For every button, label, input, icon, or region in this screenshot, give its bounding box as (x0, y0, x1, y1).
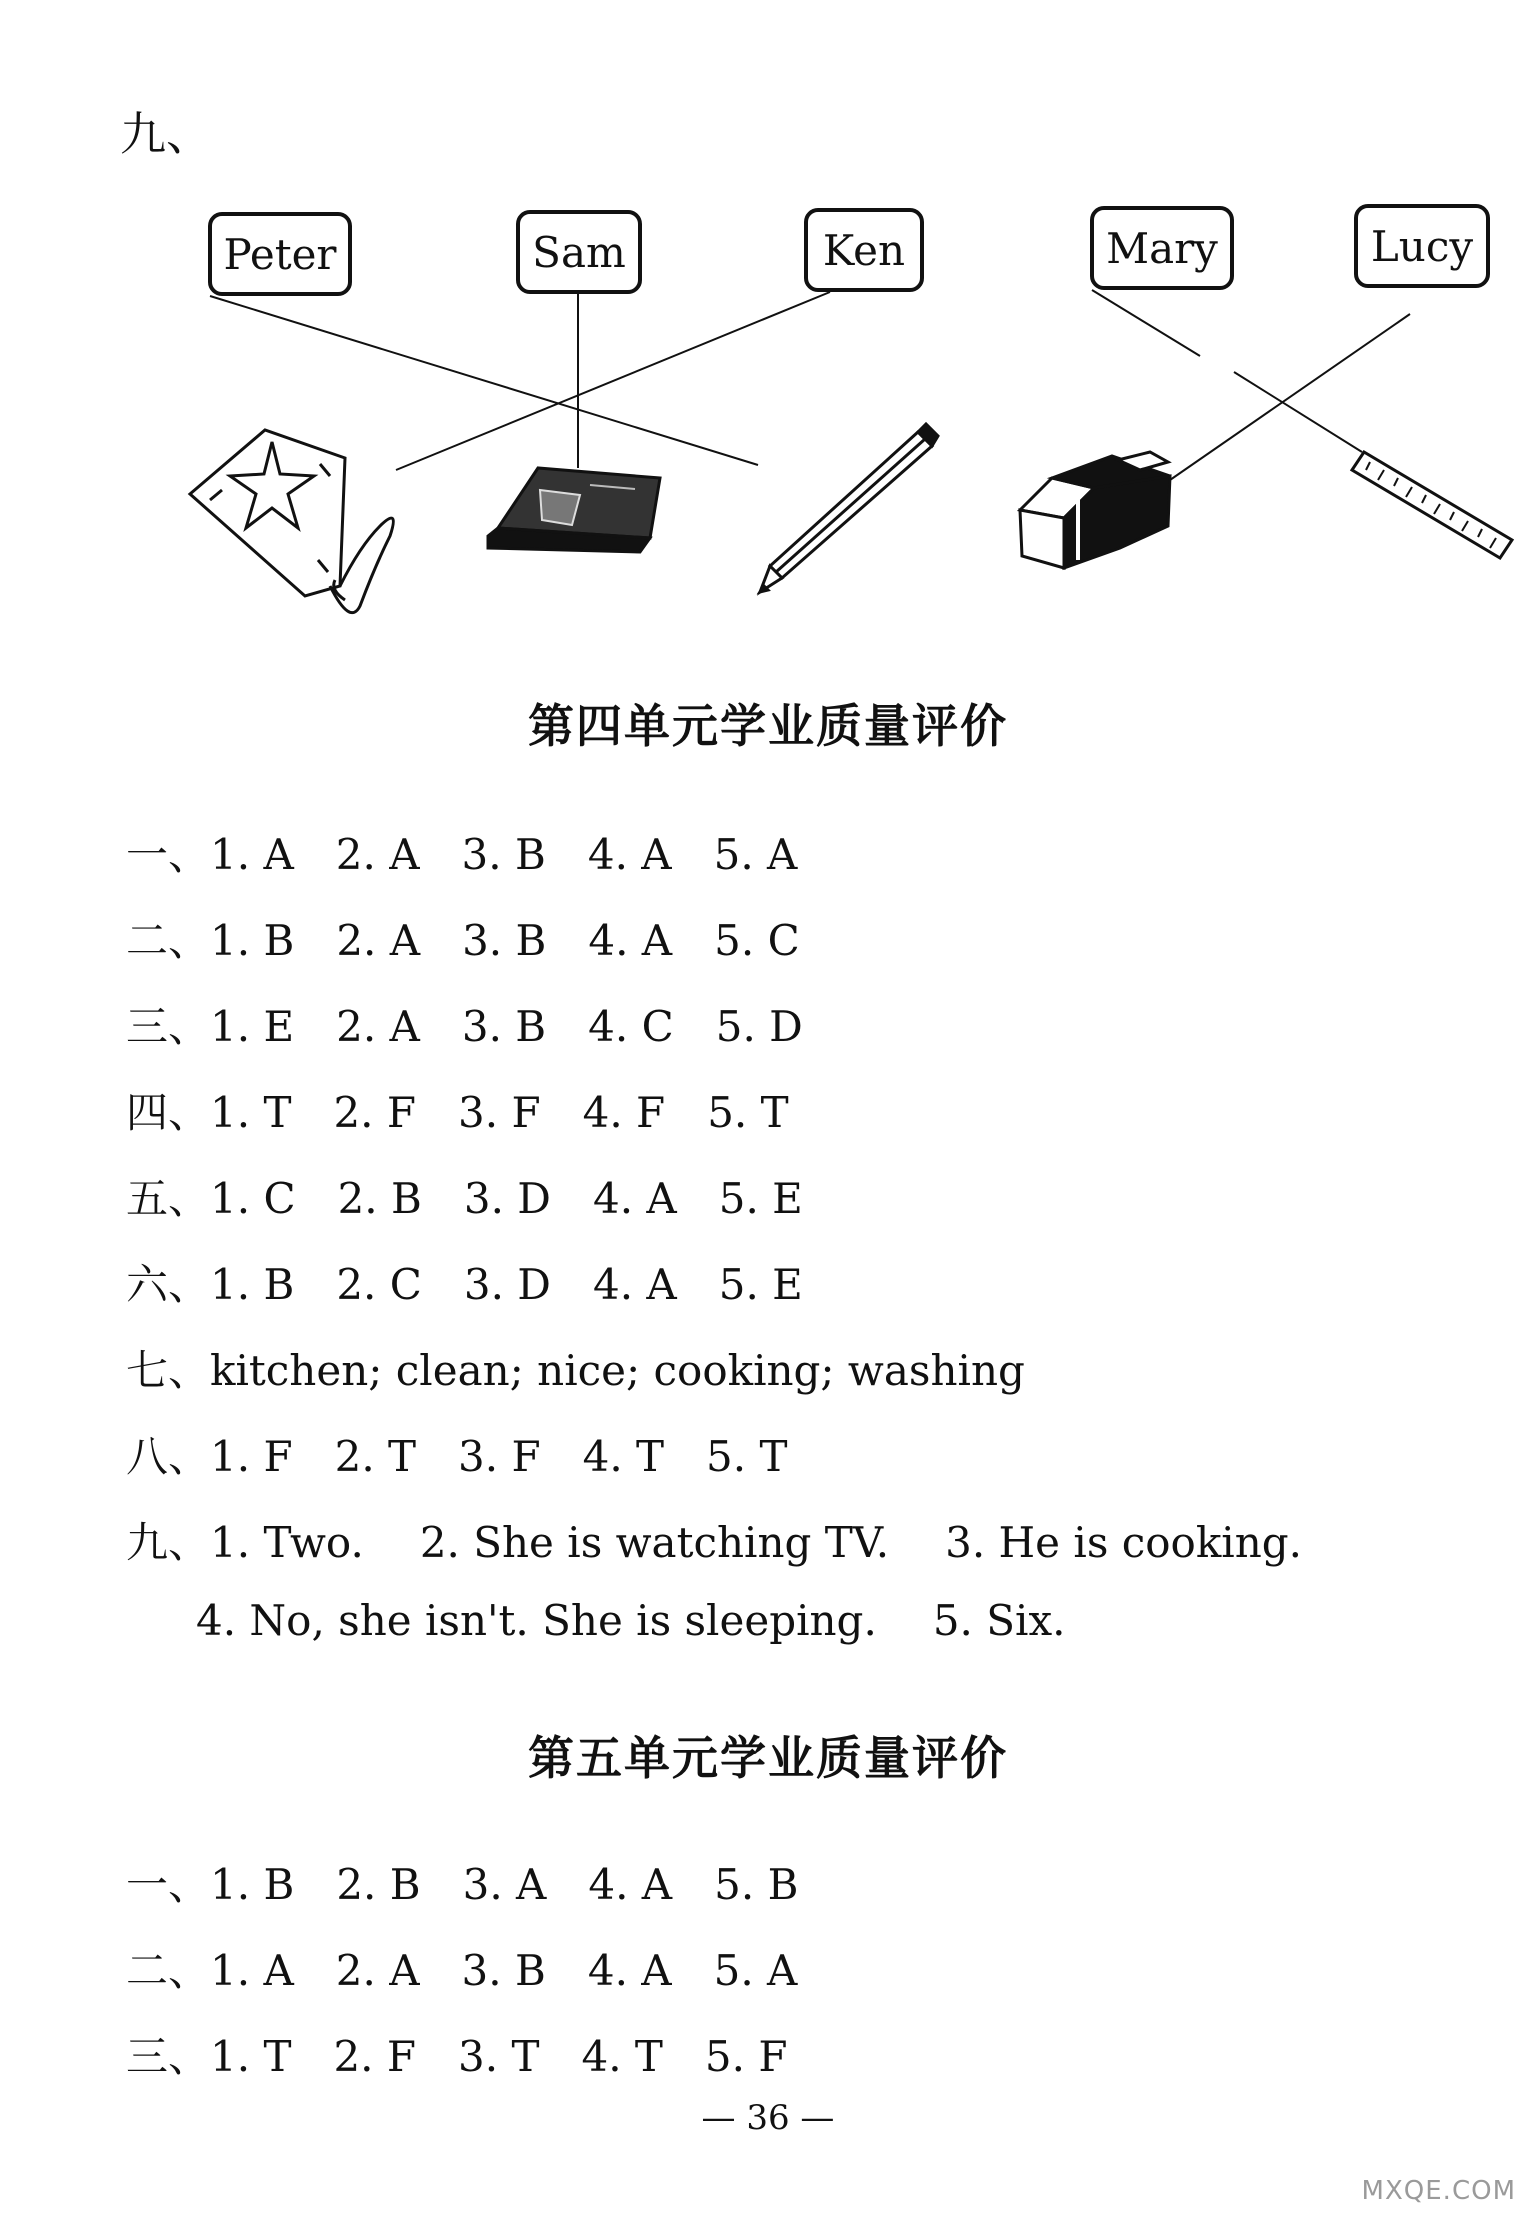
name-box-lucy: Lucy (1354, 204, 1490, 288)
answer-item: 2. She is watching TV. (419, 1518, 890, 1567)
row-number: 八、 (126, 1432, 211, 1481)
answer-item: kitchen; clean; nice; cooking; washing (210, 1346, 1025, 1395)
answer-item: 3. B (462, 916, 547, 965)
unit5-row-3 (126, 2024, 829, 2084)
answer-item: 1. A (210, 830, 294, 879)
answer-item: 2. B (336, 1860, 421, 1909)
answer-item: 1. E (210, 1002, 295, 1051)
answer-item: 5. T (707, 1088, 789, 1137)
row-number: 三、 (126, 1002, 211, 1051)
answer-item: 3. D (463, 1174, 551, 1223)
name-box-mary: Mary (1090, 206, 1234, 290)
answer-item: 1. B (210, 1860, 295, 1909)
name-box-sam: Sam (516, 210, 642, 294)
unit4-row-4 (126, 1080, 831, 1140)
answer-item: 5. A (713, 1946, 798, 1995)
book-icon (488, 468, 660, 552)
answer-item: 2. T (334, 1432, 417, 1481)
answer-item: 5. E (718, 1174, 803, 1223)
pencil-icon (760, 424, 938, 592)
answer-item: 3. He is cooking. (945, 1518, 1302, 1567)
answer-item: 4. No, she isn't. She is sleeping. (196, 1596, 877, 1645)
unit4-row-1 (126, 822, 839, 882)
watermark: MXQE.COM (1361, 2176, 1516, 2206)
answer-item: 4. A (588, 1860, 673, 1909)
answer-item: 2. F (333, 1088, 417, 1137)
line-mary-ruler-a (1092, 290, 1200, 356)
answer-item: 1. B (210, 1260, 295, 1309)
name-box-ken: Ken (804, 208, 924, 292)
eraser-icon (1020, 452, 1170, 568)
line-ken-kite (396, 292, 830, 470)
answer-item: 1. T (210, 2032, 292, 2081)
answer-item: 3. F (458, 1088, 541, 1137)
answer-item: 3. B (461, 1002, 547, 1051)
answer-item: 5. T (706, 1432, 788, 1481)
answer-item: 3. T (458, 2032, 540, 2081)
answer-item: 5. B (714, 1860, 799, 1909)
name-box-peter: Peter (208, 212, 352, 296)
row-number: 七、 (126, 1346, 211, 1395)
matching-diagram (0, 0, 1536, 640)
answer-item: 4. A (587, 1946, 672, 1995)
answer-item: 5. Six. (932, 1596, 1066, 1645)
answer-item: 1. Two. (210, 1518, 364, 1567)
unit5-row-2 (126, 1938, 839, 1998)
unit5-title: 第五单元学业质量评价 (528, 1731, 1008, 1785)
row-number: 六、 (126, 1260, 211, 1309)
answer-item: 3. B (461, 830, 546, 879)
row-number: 九、 (126, 1518, 211, 1567)
answer-item: 3. A (462, 1860, 547, 1909)
kite-icon (190, 430, 393, 613)
answer-item: 4. A (592, 1174, 677, 1223)
answer-item: 4. T (582, 1432, 665, 1481)
answer-item: 4. A (588, 916, 673, 965)
answer-item: 3. B (461, 1946, 546, 1995)
answer-item: 4. T (581, 2032, 663, 2081)
answer-item: 1. A (210, 1946, 294, 1995)
row-number: 二、 (126, 916, 211, 965)
answer-item: 2. C (336, 1260, 422, 1309)
ruler-icon (1352, 452, 1512, 558)
row-number: 一、 (126, 830, 211, 879)
unit5-row-1 (126, 1852, 840, 1912)
answer-item: 5. F (704, 2032, 788, 2081)
row-number: 三、 (126, 2032, 211, 2081)
answer-item: 1. B (210, 916, 295, 965)
unit4-row-9-continued (196, 1596, 1107, 1645)
answer-item: 5. A (713, 830, 798, 879)
matching-lines (210, 290, 1410, 480)
answer-item: 2. F (333, 2032, 417, 2081)
match-section-label: 九、 (120, 107, 212, 161)
row-number: 四、 (126, 1088, 211, 1137)
answer-item: 4. A (587, 830, 672, 879)
answer-item: 3. D (463, 1260, 551, 1309)
answer-item: 1. C (210, 1174, 296, 1223)
line-lucy-eraser (1170, 314, 1410, 480)
page-number: — 36 — (701, 2098, 835, 2138)
answer-item: 2. A (336, 916, 421, 965)
unit4-row-9 (126, 1510, 1344, 1570)
row-number: 一、 (126, 1860, 211, 1909)
answer-item: 4. A (592, 1260, 677, 1309)
answer-item: 4. C (588, 1002, 674, 1051)
answer-item: 4. F (582, 1088, 666, 1137)
answer-item: 2. A (335, 1946, 420, 1995)
unit4-row-7 (126, 1338, 1067, 1398)
unit4-row-6 (126, 1252, 845, 1312)
answer-item: 1. F (210, 1432, 293, 1481)
answer-item: 5. D (715, 1002, 803, 1051)
unit4-row-5 (126, 1166, 845, 1226)
answer-item: 2. B (337, 1174, 422, 1223)
line-mary-ruler-b (1234, 372, 1362, 452)
unit4-title: 第四单元学业质量评价 (528, 699, 1008, 753)
unit4-row-2 (126, 908, 842, 968)
answer-item: 3. F (458, 1432, 541, 1481)
answer-item: 5. E (718, 1260, 803, 1309)
answer-item: 1. T (210, 1088, 292, 1137)
unit4-row-8 (126, 1424, 829, 1484)
answer-item: 2. A (335, 830, 420, 879)
answer-item: 5. C (714, 916, 800, 965)
row-number: 五、 (126, 1174, 211, 1223)
answer-item: 2. A (336, 1002, 420, 1051)
unit4-row-3 (126, 994, 845, 1054)
row-number: 二、 (126, 1946, 211, 1995)
